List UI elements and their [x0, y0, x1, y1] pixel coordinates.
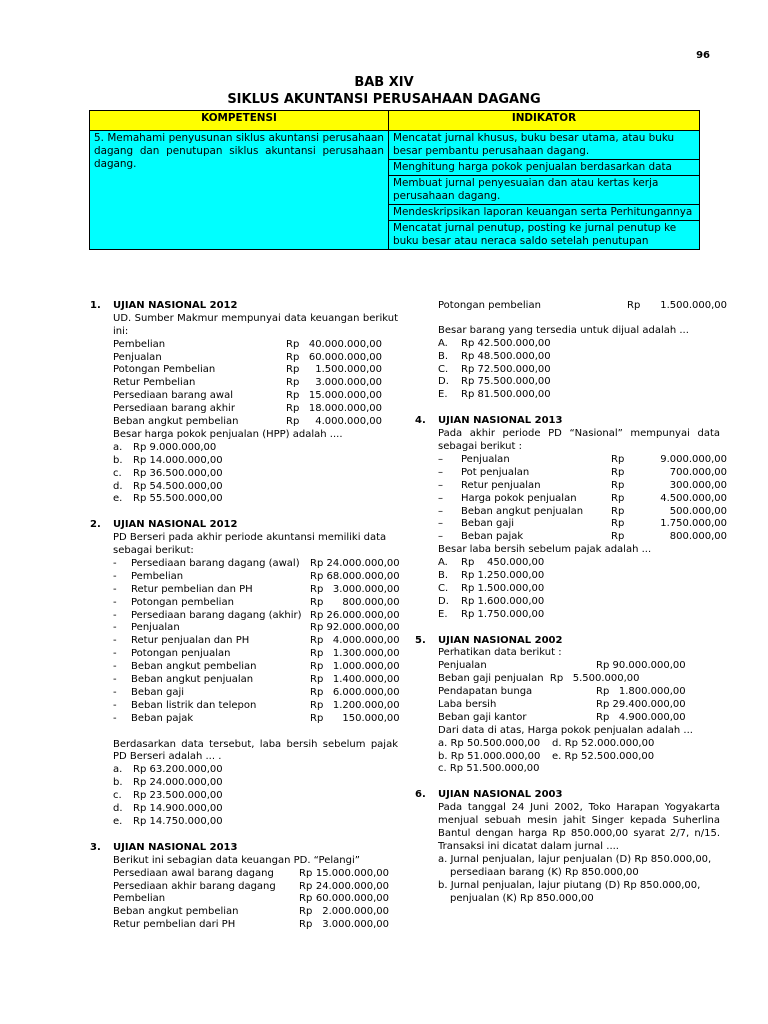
page-title: SIKLUS AKUNTANSI PERUSAHAAN DAGANG [227, 92, 541, 107]
option: D. Rp 75.500.000,00 [438, 376, 551, 388]
chapter-heading: BAB XIV [354, 75, 414, 90]
option: a. Jurnal penjualan, lajur penjualan (D) Rp 850.000,00, [438, 853, 712, 865]
data-row: Potongan pembelian Rp 1.500.000,00 [438, 300, 727, 311]
option: B. Rp 48.500.000,00 [438, 350, 551, 362]
data-row: Penjualan Rp 90.000.000,00 [438, 660, 686, 672]
question-text: Besar harga pokok penjualan (HPP) adalah .... [113, 428, 343, 440]
option: penjualan (K) Rp 850.000,00 [450, 892, 594, 904]
data-row: – Retur penjualan Rp 300.000,00 [438, 479, 727, 491]
question-heading: UJIAN NASIONAL 2012 [113, 519, 238, 531]
question-number: 5. [415, 634, 426, 646]
option: A. Rp 42.500.000,00 [438, 337, 551, 349]
data-row: Persediaan akhir barang dagang Rp 24.000.000,00 [113, 880, 389, 892]
question-heading: UJIAN NASIONAL 2003 [438, 789, 563, 801]
data-row: Retur Pembelian Rp 3.000.000,00 [113, 377, 382, 389]
data-row: - Pembelian Rp 68.000.000,00 [113, 570, 400, 582]
data-row: Pembelian Rp 60.000.000,00 [113, 893, 389, 905]
data-row: - Retur pembelian dan PH Rp 3.000.000,00 [113, 583, 400, 595]
data-row: - Potongan pembelian Rp 800.000,00 [113, 596, 400, 608]
question-intro: Berikut ini sebagian data keuangan PD. “Pelangi” [113, 854, 360, 866]
question-6 [415, 789, 720, 905]
option-list [90, 442, 398, 506]
option: b. Jurnal penjualan, lajur piutang (D) Rp 850.000,00, [438, 879, 701, 891]
data-row: - Potongan penjualan Rp 1.300.000,00 [113, 648, 400, 660]
question-text: Pada tanggal 24 Juni 2002, Toko Harapan Yogyakarta menjual sebuah mesin jahit Singer kepada Suherlina Bantul dengan harga Rp 850.000,00 syarat 2/7, n/15. Transaksi ini dicatat dalam jurnal .... [438, 802, 720, 852]
data-row: – Beban pajak Rp 800.000,00 [438, 531, 727, 543]
data-list [415, 453, 727, 544]
data-row: Beban angkut pembelian Rp 4.000.000,00 [113, 416, 382, 428]
question-1 [90, 300, 398, 506]
option: E. Rp 81.500.000,00 [438, 389, 551, 401]
data-row: - Beban gaji Rp 6.000.000,00 [113, 686, 400, 698]
question-heading: UJIAN NASIONAL 2002 [438, 634, 563, 646]
question-number: 4. [415, 415, 426, 427]
option: d. Rp 54.500.000,00 [113, 480, 223, 492]
data-row: Persediaan barang akhir Rp 18.000.000,00 [113, 403, 382, 415]
option-list [415, 854, 720, 906]
question-text: Berdasarkan data tersebut, laba bersih sebelum pajak PD Berseri adalah ... . [113, 738, 398, 763]
question-intro: Perhatikan data berikut : [438, 647, 562, 659]
kompetensi-cell: 5. Memahami penyusunan siklus akuntansi perusahaan dagang dan penutupan siklus akuntansi perusahaan dagang. [90, 131, 389, 250]
option: C. Rp 72.500.000,00 [438, 363, 551, 375]
data-row: - Retur penjualan dan PH Rp 4.000.000,00 [113, 635, 400, 647]
data-row: Beban gaji kantor Rp 4.900.000,00 [438, 711, 686, 723]
indikator-cell: Membuat jurnal penyesuaian dan atau kertas kerja perusahaan dagang. [389, 176, 700, 205]
option: b. Rp 51.000.000,00 e. Rp 52.500.000,00 [438, 750, 655, 762]
indikator-cell: Menghitung harga pokok penjualan berdasarkan data [389, 160, 700, 176]
right-column [415, 300, 727, 905]
option: c. Rp 36.500.000,00 [113, 467, 223, 479]
data-row: - Beban angkut penjualan Rp 1.400.000,00 [113, 674, 400, 685]
question-number: 3. [90, 841, 101, 853]
option: c. Rp 23.500.000,00 [113, 790, 223, 802]
data-row: Laba bersih Rp 29.400.000,00 [438, 698, 686, 710]
data-row: - Penjualan Rp 92.000.000,00 [113, 622, 400, 634]
data-row: Persediaan awal barang dagang Rp 15.000.000,00 [113, 867, 389, 879]
data-row: Beban gaji penjualan Rp 5.500.000,00 [438, 673, 640, 685]
indikator-cell: Mendeskripsikan laporan keuangan serta Perhitungannya [389, 205, 700, 221]
question-2 [90, 519, 398, 829]
option-list [415, 738, 720, 777]
indikator-cell: Mencatat jurnal khusus, buku besar utama, atau buku besar pembantu perusahaan dagang. [389, 131, 700, 160]
option: e. Rp 14.750.000,00 [113, 815, 223, 827]
option: A. Rp 450.000,00 [438, 557, 545, 569]
question-intro: UD. Sumber Makmur mempunyai data keuangan berikut ini: [113, 312, 398, 337]
option: a. Rp 9.000.000,00 [113, 441, 217, 453]
option-list [90, 764, 398, 828]
page-number: 96 [696, 50, 710, 61]
option: persediaan barang (K) Rp 850.000,00 [450, 866, 639, 878]
data-row: Beban angkut pembelian Rp 2.000.000,00 [113, 906, 389, 918]
question-heading: UJIAN NASIONAL 2013 [113, 841, 238, 853]
question-number: 6. [415, 789, 426, 801]
indikator-cell: Mencatat jurnal penutup, posting ke jurnal penutup ke buku besar atau neraca saldo setelah penutupan [389, 221, 700, 250]
data-row: - Beban angkut pembelian Rp 1.000.000,00 [113, 661, 400, 673]
question-3 [90, 842, 398, 932]
option: B. Rp 1.250.000,00 [438, 569, 545, 581]
question-number: 2. [90, 519, 101, 531]
data-row: – Harga pokok penjualan Rp 4.500.000,00 [438, 492, 727, 504]
data-list [90, 868, 398, 932]
data-row: Potongan Pembelian Rp 1.500.000,00 [113, 364, 382, 376]
competency-table [89, 110, 700, 250]
data-row: Retur pembelian dari PH Rp 3.000.000,00 [113, 919, 389, 931]
option: e. Rp 55.500.000,00 [113, 493, 223, 505]
question-heading: UJIAN NASIONAL 2012 [113, 300, 238, 311]
option-list [415, 557, 720, 621]
question-text: Besar barang yang tersedia untuk dijual adalah ... [438, 324, 689, 336]
data-list [415, 660, 720, 724]
option: a. Rp 50.500.000,00 d. Rp 52.000.000,00 [438, 737, 655, 749]
question-intro: PD Berseri pada akhir periode akuntansi memiliki data sebagai berikut: [113, 532, 387, 557]
data-row: – Penjualan Rp 9.000.000,00 [438, 453, 727, 465]
option: C. Rp 1.500.000,00 [438, 582, 545, 594]
question-text: Dari data di atas, Harga pokok penjualan adalah ... [438, 724, 693, 736]
option-list [415, 338, 720, 402]
header-indikator: INDIKATOR [389, 111, 700, 131]
data-row: - Beban pajak Rp 150.000,00 [113, 712, 400, 724]
question-4 [415, 415, 727, 621]
left-column [90, 300, 398, 932]
question-heading: UJIAN NASIONAL 2013 [438, 415, 563, 427]
data-row: - Beban listrik dan telepon Rp 1.200.000,00 [113, 699, 400, 711]
option: d. Rp 14.900.000,00 [113, 803, 223, 815]
option: b. Rp 14.000.000,00 [113, 454, 223, 466]
data-row: Penjualan Rp 60.000.000,00 [113, 351, 382, 363]
data-row: Persediaan barang awal Rp 15.000.000,00 [113, 390, 382, 402]
data-row: – Beban gaji Rp 1.750.000,00 [438, 518, 727, 530]
data-list [90, 558, 398, 726]
question-number: 1. [90, 300, 101, 311]
option: D. Rp 1.600.000,00 [438, 595, 545, 607]
option: E. Rp 1.750.000,00 [438, 608, 545, 620]
option: b. Rp 24.000.000,00 [113, 777, 223, 789]
option: a. Rp 63.200.000,00 [113, 764, 223, 776]
data-row: - Persediaan barang dagang (awal) Rp 24.000.000,00 [113, 557, 400, 569]
data-row: - Persediaan barang dagang (akhir) Rp 26.000.000,00 [113, 609, 400, 621]
data-row: – Beban angkut penjualan Rp 500.000,00 [438, 505, 727, 517]
question-text: Besar laba bersih sebelum pajak adalah ... [438, 544, 652, 556]
question-5 [415, 635, 720, 777]
data-row: Pembelian Rp 40.000.000,00 [113, 338, 382, 350]
header-kompetensi: KOMPETENSI [90, 111, 389, 131]
data-row: – Pot penjualan Rp 700.000,00 [438, 466, 727, 478]
data-row: Pendapatan bunga Rp 1.800.000,00 [438, 686, 686, 698]
question-intro: Pada akhir periode PD “Nasional” mempunyai data sebagai berikut : [438, 428, 720, 453]
option: c. Rp 51.500.000,00 [438, 763, 540, 775]
data-list [90, 339, 398, 429]
